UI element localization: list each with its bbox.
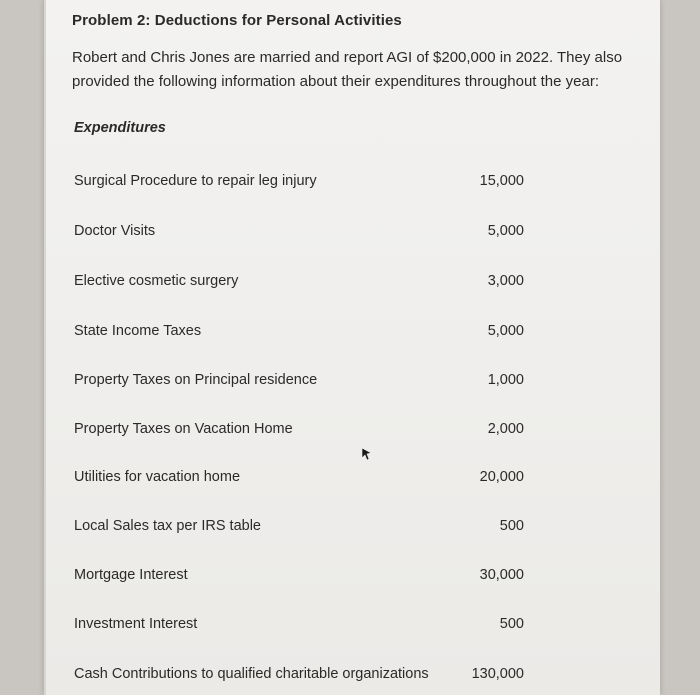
expenditure-label: Elective cosmetic surgery (74, 273, 239, 289)
expenditure-label: Doctor Visits (74, 223, 156, 239)
expenditure-label: Surgical Procedure to repair leg injury (74, 173, 317, 189)
document-page (44, 0, 660, 695)
expenditure-row (74, 173, 524, 193)
expenditure-row (74, 223, 524, 243)
expenditure-amount: 15,000 (479, 173, 524, 189)
expenditure-row (74, 567, 524, 587)
expenditure-label: Utilities for vacation home (74, 469, 241, 485)
expenditure-amount: 2,000 (487, 421, 524, 437)
expenditure-row (74, 666, 524, 686)
expenditure-label: Investment Interest (74, 616, 198, 632)
arrow-cursor-icon (361, 447, 373, 461)
expenditure-amount: 130,000 (471, 666, 524, 682)
expenditure-amount: 30,000 (479, 567, 524, 583)
expenditure-amount: 5,000 (487, 323, 524, 339)
expenditure-row (74, 469, 524, 489)
expenditure-amount: 500 (499, 518, 524, 534)
expenditure-amount: 1,000 (487, 372, 524, 388)
expenditure-label: Local Sales tax per IRS table (74, 518, 261, 534)
expenditure-label: State Income Taxes (74, 323, 202, 339)
expenditure-row (74, 273, 524, 293)
expenditure-amount: 5,000 (487, 223, 524, 239)
expenditure-label: Property Taxes on Vacation Home (74, 421, 293, 437)
expenditure-row (74, 518, 524, 538)
expenditure-row (74, 372, 524, 392)
expenditure-row (74, 421, 524, 441)
problem-intro: Robert and Chris Jones are married and report AGI of $200,000 in 2022. They also provided the following information about their expenditures throughout the year: (72, 49, 623, 90)
expenditure-amount: 20,000 (479, 469, 524, 485)
expenditure-label: Property Taxes on Principal residence (74, 372, 318, 388)
expenditure-row (74, 323, 524, 343)
expenditure-row (74, 616, 524, 636)
expenditure-amount: 3,000 (487, 273, 524, 289)
expenditure-label: Mortgage Interest (74, 567, 188, 583)
expenditures-heading: Expenditures (74, 120, 166, 136)
problem-title: Problem 2: Deductions for Personal Activities (72, 12, 402, 29)
expenditure-label: Cash Contributions to qualified charitable organizations (74, 666, 429, 682)
expenditure-amount: 500 (499, 616, 524, 632)
